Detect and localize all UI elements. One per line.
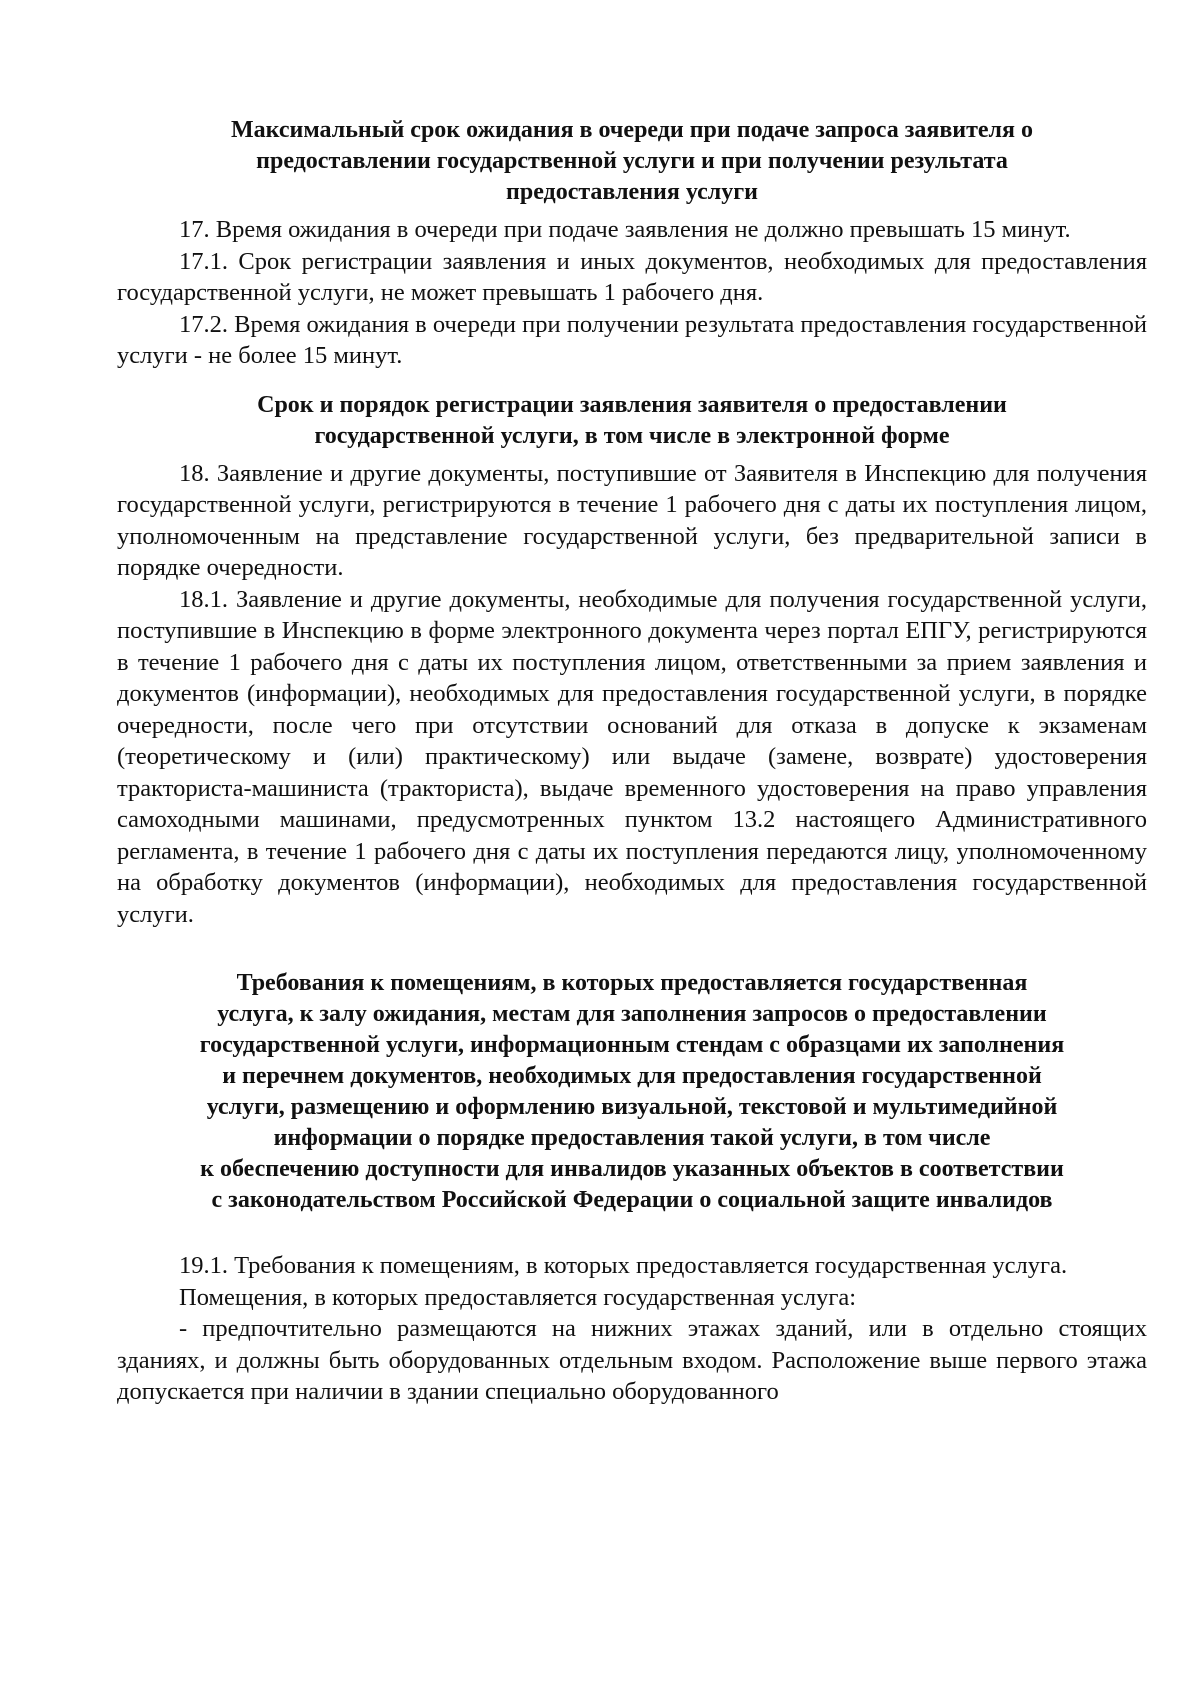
heading-line: государственной услуги, в том числе в электронной форме [314, 422, 950, 449]
heading-line: Требования к помещениям, в которых предоставляется государственная [236, 970, 1028, 996]
heading-line: с законодательством Российской Федерации о социальной защите инвалидов [211, 1187, 1053, 1213]
heading-line: к обеспечению доступности для инвалидов указанных объектов в соответствии [200, 1156, 1064, 1182]
paragraph-premises-intro: Помещения, в которых предоставляется государственная услуга: [179, 1283, 857, 1311]
section-18-heading [117, 390, 1147, 452]
heading-line: услуги, размещению и оформлению визуальной, текстовой и мультимедийной [206, 1094, 1058, 1120]
heading-line: предоставлении государственной услуги и при получении результата [256, 148, 1008, 174]
paragraph-18-1: 18.1. Заявление и другие документы, необходимые для получения государственной услуги, поступившие в Инспекцию в форме электронного документа через портал ЕПГУ, регистрируются в течение 1 рабочего дня с даты их поступления лицом, ответственными за прием заявления и документов (информации), необходимых для предоставления государственной услуги, в порядке очередности, после чего при отсутствии оснований для отказа в допуске к экзаменам (теоретическому и (или) практическому) или выдаче (замене, возврате) удостоверения тракториста-машиниста (тракториста), выдаче временного удостоверения на право управления самоходными машинами, предусмотренных пунктом 13.2 настоящего Административного регламента, в течение 1 рабочего дня с даты их поступления передаются лицу, уполномоченному на обработку документов (информации), необходимых для предоставления государственной услуги. [117, 585, 1147, 928]
heading-line: информации о порядке предоставления такой услуги, в том числе [273, 1125, 991, 1151]
paragraph-18: 18. Заявление и другие документы, поступившие от Заявителя в Инспекцию для получения государственной услуги, регистрируются в течение 1 рабочего дня с даты их поступления лицом, уполномоченным на представление государственной услуги, без предварительной записи в порядке очередности. [117, 459, 1147, 581]
paragraph-17: 17. Время ожидания в очереди при подаче заявления не должно превышать 15 минут. [179, 216, 1071, 243]
section-19-heading [117, 968, 1147, 1216]
heading-line: Срок и порядок регистрации заявления заявителя о предоставлении [257, 391, 1007, 418]
heading-line: государственной услуги, информационным стендам с образцами их заполнения [199, 1032, 1065, 1058]
heading-line: предоставления услуги [506, 179, 758, 205]
paragraph-premises-location: - предпочтительно размещаются на нижних этажах зданий, или в отдельно стоящих зданиях, и должны быть оборудованных отдельным входом. Расположение выше первого этажа допускается при наличии в здании специально оборудованного [117, 1315, 1147, 1405]
paragraph-17-2: 17.2. Время ожидания в очереди при получении результата предоставления государственной услуги - не более 15 минут. [117, 310, 1147, 369]
heading-line: Максимальный срок ожидания в очереди при подаче запроса заявителя о [231, 117, 1033, 143]
section-17-heading [117, 115, 1147, 208]
heading-line: и перечнем документов, необходимых для предоставления государственной [222, 1063, 1042, 1089]
heading-line: услуга, к залу ожидания, местам для заполнения запросов о предоставлении [217, 1001, 1047, 1027]
document-body [117, 115, 1147, 1408]
paragraph-17-1: 17.1. Срок регистрации заявления и иных документов, необходимых для предоставления государственной услуги, не может превышать 1 рабочего дня. [117, 247, 1147, 306]
paragraph-19-1: 19.1. Требования к помещениям, в которых предоставляется государственная услуга. [179, 1252, 1068, 1279]
